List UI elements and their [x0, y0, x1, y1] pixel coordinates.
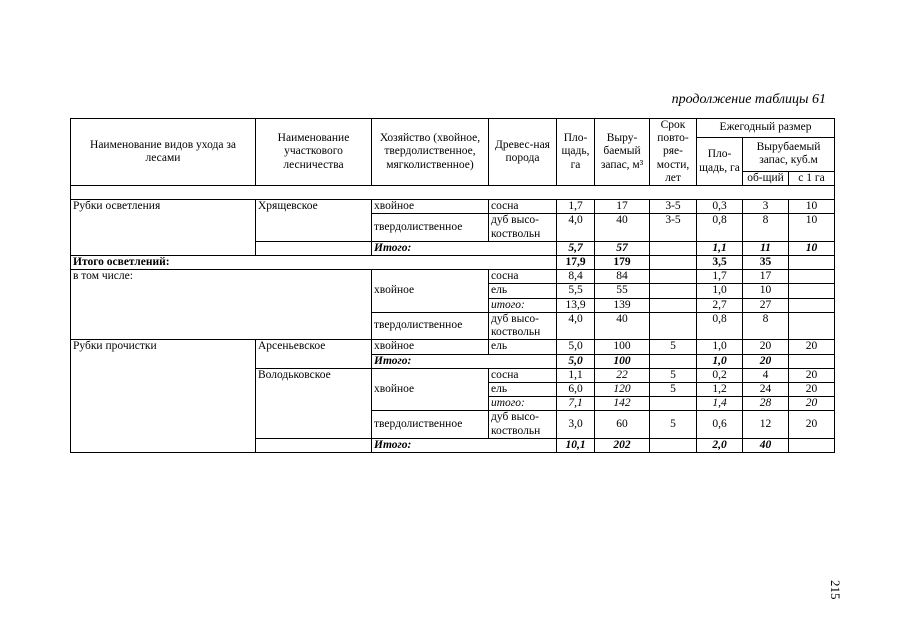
- cell-annual-total: 40: [743, 438, 789, 452]
- cell-annual-per-ha: [789, 255, 835, 269]
- col-header-area: Пло-щадь, га: [557, 119, 595, 186]
- cell-annual-total: 24: [743, 382, 789, 396]
- cell-species-subtotal: итого:: [489, 397, 557, 411]
- cell-stock: 100: [595, 354, 650, 368]
- cell-period: [650, 354, 697, 368]
- cell-district: Хрящевское: [256, 200, 372, 242]
- cell-stock: 179: [595, 255, 650, 269]
- cell-species: ель: [489, 382, 557, 396]
- forest-care-table: [70, 118, 835, 453]
- cell-stock: 142: [595, 397, 650, 411]
- cell-stock: 100: [595, 340, 650, 354]
- cell-stock: 55: [595, 284, 650, 298]
- cell-annual-area: 0,3: [697, 200, 743, 214]
- cell-stock: 40: [595, 312, 650, 339]
- cell-annual-per-ha: 20: [789, 411, 835, 438]
- cell-area: 17,9: [557, 255, 595, 269]
- cell-area: 5,5: [557, 284, 595, 298]
- cell-type: Рубки прочистки: [71, 340, 256, 453]
- cell-annual-total: 8: [743, 312, 789, 339]
- cell-period: 5: [650, 382, 697, 396]
- cell-subtotal-label: Итого:: [372, 438, 557, 452]
- table-row-total: [71, 255, 835, 269]
- cell-period: [650, 284, 697, 298]
- cell-annual-area: 0,8: [697, 312, 743, 339]
- cell-annual-total: 20: [743, 354, 789, 368]
- cell-district: Арсеньевское: [256, 340, 372, 368]
- table-row: [71, 270, 835, 284]
- cell-annual-total: 28: [743, 397, 789, 411]
- cell-stock: 202: [595, 438, 650, 452]
- cell-annual-total: 35: [743, 255, 789, 269]
- cell-period: [650, 397, 697, 411]
- cell-annual-per-ha: [789, 354, 835, 368]
- cell-annual-total: 8: [743, 214, 789, 241]
- col-header-economy: Хозяйство (хвойное, твердолиственное, мягколиственное): [372, 119, 489, 186]
- cell-species: дуб высо-коствольн: [489, 214, 557, 241]
- cell-annual-total: 27: [743, 298, 789, 312]
- col-header-annual: Ежегодный размер: [697, 119, 835, 138]
- cell-annual-area: 2,0: [697, 438, 743, 452]
- header-row-1: [71, 119, 835, 138]
- col-header-annual-area: Пло-щадь, га: [697, 138, 743, 186]
- cell-annual-total: 11: [743, 241, 789, 255]
- cell-including-label: в том числе:: [71, 270, 372, 340]
- cell-species: сосна: [489, 368, 557, 382]
- cell-period: 3-5: [650, 200, 697, 214]
- cell-annual-area: 1,4: [697, 397, 743, 411]
- cell-type: Рубки осветления: [71, 200, 256, 256]
- cell-annual-per-ha: [789, 438, 835, 452]
- cell-district: Володьковское: [256, 368, 372, 438]
- cell-annual-per-ha: 20: [789, 397, 835, 411]
- cell-period: [650, 298, 697, 312]
- cell-annual-area: 1,0: [697, 284, 743, 298]
- cell-species-subtotal: итого:: [489, 298, 557, 312]
- cell-annual-area: 0,2: [697, 368, 743, 382]
- cell-stock: 139: [595, 298, 650, 312]
- col-header-district: Наименование участкового лесничества: [256, 119, 372, 186]
- cell-annual-area: 1,0: [697, 354, 743, 368]
- cell-area: 13,9: [557, 298, 595, 312]
- col-header-annual-per-ha: с 1 га: [789, 171, 835, 185]
- cell-annual-per-ha: [789, 284, 835, 298]
- cell-species: ель: [489, 340, 557, 354]
- cell-stock: 40: [595, 214, 650, 241]
- cell-period: 5: [650, 411, 697, 438]
- cell-period: [650, 270, 697, 284]
- cell-area: 5,0: [557, 340, 595, 354]
- cell-period: [650, 241, 697, 255]
- cell-subtotal-label: Итого:: [372, 241, 557, 255]
- cell-annual-per-ha: 10: [789, 241, 835, 255]
- cell-species: сосна: [489, 200, 557, 214]
- cell-species: ель: [489, 284, 557, 298]
- cell-economy: хвойное: [372, 270, 489, 313]
- col-header-annual-total: об-щий: [743, 171, 789, 185]
- cell-stock: 120: [595, 382, 650, 396]
- cell-area: 3,0: [557, 411, 595, 438]
- col-header-type: Наименование видов ухода за лесами: [71, 119, 256, 186]
- cell-economy: твердолиственное: [372, 214, 489, 241]
- cell-period: 5: [650, 368, 697, 382]
- table-row: [71, 340, 835, 354]
- cell-annual-total: 10: [743, 284, 789, 298]
- cell-annual-area: 1,0: [697, 340, 743, 354]
- cell-annual-area: 0,8: [697, 214, 743, 241]
- cell-stock: 84: [595, 270, 650, 284]
- cell-annual-per-ha: 10: [789, 214, 835, 241]
- cell-economy: хвойное: [372, 200, 489, 214]
- cell-species: дуб высо-коствольн: [489, 312, 557, 339]
- table-caption: продолжение таблицы 61: [671, 92, 826, 107]
- cell-area: 8,4: [557, 270, 595, 284]
- cell-annual-per-ha: [789, 298, 835, 312]
- cell-subtotal-label: Итого:: [372, 354, 557, 368]
- col-header-species: Древес-ная порода: [489, 119, 557, 186]
- cell-area: 4,0: [557, 214, 595, 241]
- cell-stock: 57: [595, 241, 650, 255]
- cell-annual-area: 2,7: [697, 298, 743, 312]
- cell-period: 3-5: [650, 214, 697, 241]
- col-header-period: Срок повто-ряе-мости, лет: [650, 119, 697, 186]
- cell-area: 4,0: [557, 312, 595, 339]
- cell-stock: 60: [595, 411, 650, 438]
- cell-annual-total: 12: [743, 411, 789, 438]
- cell-economy: твердолиственное: [372, 312, 489, 339]
- cell-empty: [256, 438, 372, 452]
- cell-economy: хвойное: [372, 368, 489, 411]
- cell-annual-total: 20: [743, 340, 789, 354]
- cell-area: 6,0: [557, 382, 595, 396]
- col-header-stock: Выру-баемый запас, м³: [595, 119, 650, 186]
- cell-total-label: Итого осветлений:: [71, 255, 557, 269]
- cell-economy: твердолиственное: [372, 411, 489, 438]
- page-number: 215: [828, 580, 843, 600]
- cell-species: дуб высо-коствольн: [489, 411, 557, 438]
- cell-annual-area: 1,1: [697, 241, 743, 255]
- cell-annual-area: 1,2: [697, 382, 743, 396]
- cell-annual-per-ha: [789, 312, 835, 339]
- cell-period: [650, 255, 697, 269]
- col-header-annual-stock: Вырубаемый запас, куб.м: [743, 138, 835, 172]
- cell-area: 10,1: [557, 438, 595, 452]
- cell-annual-per-ha: 20: [789, 368, 835, 382]
- cell-area: 5,0: [557, 354, 595, 368]
- cell-area: 1,7: [557, 200, 595, 214]
- cell-annual-total: 3: [743, 200, 789, 214]
- cell-area: 7,1: [557, 397, 595, 411]
- cell-annual-per-ha: 20: [789, 382, 835, 396]
- cell-period: 5: [650, 340, 697, 354]
- cell-stock: 17: [595, 200, 650, 214]
- cell-empty: [256, 241, 372, 255]
- cell-stock: 22: [595, 368, 650, 382]
- cell-economy: хвойное: [372, 340, 489, 354]
- cell-area: 1,1: [557, 368, 595, 382]
- cell-annual-per-ha: 10: [789, 200, 835, 214]
- cell-annual-area: 1,7: [697, 270, 743, 284]
- spacer-cell: [71, 186, 835, 200]
- cell-annual-total: 4: [743, 368, 789, 382]
- table-row: [71, 200, 835, 214]
- cell-period: [650, 438, 697, 452]
- cell-annual-per-ha: [789, 270, 835, 284]
- cell-annual-area: 0,6: [697, 411, 743, 438]
- cell-annual-area: 3,5: [697, 255, 743, 269]
- cell-period: [650, 312, 697, 339]
- cell-area: 5,7: [557, 241, 595, 255]
- spacer-row: [71, 186, 835, 200]
- cell-annual-per-ha: 20: [789, 340, 835, 354]
- cell-annual-total: 17: [743, 270, 789, 284]
- cell-species: сосна: [489, 270, 557, 284]
